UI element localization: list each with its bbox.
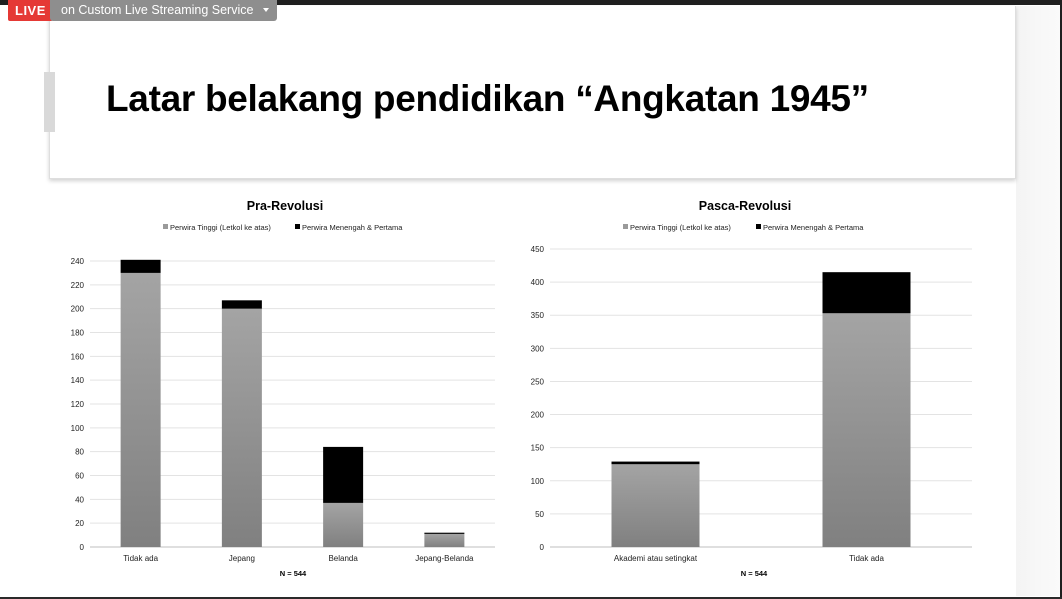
y-tick-label: 50	[535, 509, 544, 519]
stream-service-dropdown[interactable]	[50, 0, 277, 21]
bar-perwira-tinggi	[823, 313, 911, 547]
title-accent-bar	[44, 72, 55, 132]
pasca-revolusi-chart	[505, 185, 985, 580]
bar-perwira-menengah	[121, 260, 161, 273]
y-tick-label: 200	[530, 410, 544, 420]
bar-perwira-menengah	[424, 533, 464, 534]
bar-perwira-tinggi	[121, 273, 161, 547]
chevron-down-icon	[263, 8, 269, 12]
sample-size-note: N = 544	[279, 569, 307, 578]
y-tick-label: 160	[70, 352, 84, 362]
chart-title: Pra-Revolusi	[246, 199, 324, 213]
sample-size-note: N = 544	[740, 569, 768, 578]
slide-edge-shade	[1016, 6, 1060, 596]
stream-service-label: on Custom Live Streaming Service	[61, 3, 254, 17]
chart-title: Pasca-Revolusi	[698, 199, 792, 213]
bar-perwira-tinggi	[424, 534, 464, 547]
y-tick-label: 250	[530, 377, 544, 387]
y-tick-label: 150	[530, 443, 544, 453]
y-tick-label: 400	[530, 278, 544, 288]
bar-perwira-menengah	[612, 462, 700, 465]
legend-swatch	[623, 224, 628, 229]
legend-swatch	[295, 224, 300, 229]
legend-label: Perwira Tinggi (Letkol ke atas)	[170, 223, 271, 232]
y-tick-label: 20	[75, 519, 84, 529]
y-tick-label: 180	[70, 328, 84, 338]
legend-label: Perwira Menengah & Pertama	[763, 223, 864, 232]
bar-perwira-menengah	[323, 447, 363, 503]
legend-label: Perwira Menengah & Pertama	[302, 223, 403, 232]
y-tick-label: 200	[70, 304, 84, 314]
x-category-label: Tidak ada	[123, 554, 159, 563]
bar-perwira-tinggi	[222, 309, 262, 547]
y-tick-label: 300	[530, 344, 544, 354]
y-tick-label: 350	[530, 311, 544, 321]
slide-title: Latar belakang pendidikan “Angkatan 1945”	[106, 78, 869, 119]
legend-label: Perwira Tinggi (Letkol ke atas)	[630, 223, 731, 232]
legend-swatch	[756, 224, 761, 229]
x-category-label: Jepang	[228, 554, 255, 563]
x-category-label: Tidak ada	[849, 554, 884, 563]
y-tick-label: 140	[70, 376, 84, 386]
live-badge: LIVE	[8, 0, 53, 21]
y-tick-label: 60	[75, 471, 84, 481]
x-category-label: Jepang-Belanda	[415, 554, 474, 563]
y-tick-label: 0	[79, 543, 84, 552]
x-category-label: Belanda	[328, 554, 358, 563]
y-tick-label: 100	[70, 423, 84, 433]
bar-perwira-tinggi	[612, 464, 700, 547]
bar-perwira-menengah	[823, 272, 911, 313]
bar-perwira-menengah	[222, 300, 262, 308]
y-tick-label: 40	[75, 495, 84, 505]
y-tick-label: 80	[75, 447, 84, 457]
legend-swatch	[163, 224, 168, 229]
y-tick-label: 120	[70, 400, 84, 409]
y-tick-label: 100	[530, 476, 544, 486]
y-tick-label: 240	[70, 257, 84, 266]
y-tick-label: 0	[539, 543, 544, 552]
pra-revolusi-chart	[55, 185, 505, 580]
y-tick-label: 450	[530, 245, 544, 254]
x-category-label: Akademi atau setingkat	[613, 554, 698, 563]
y-tick-label: 220	[70, 280, 84, 290]
bar-perwira-tinggi	[323, 503, 363, 547]
